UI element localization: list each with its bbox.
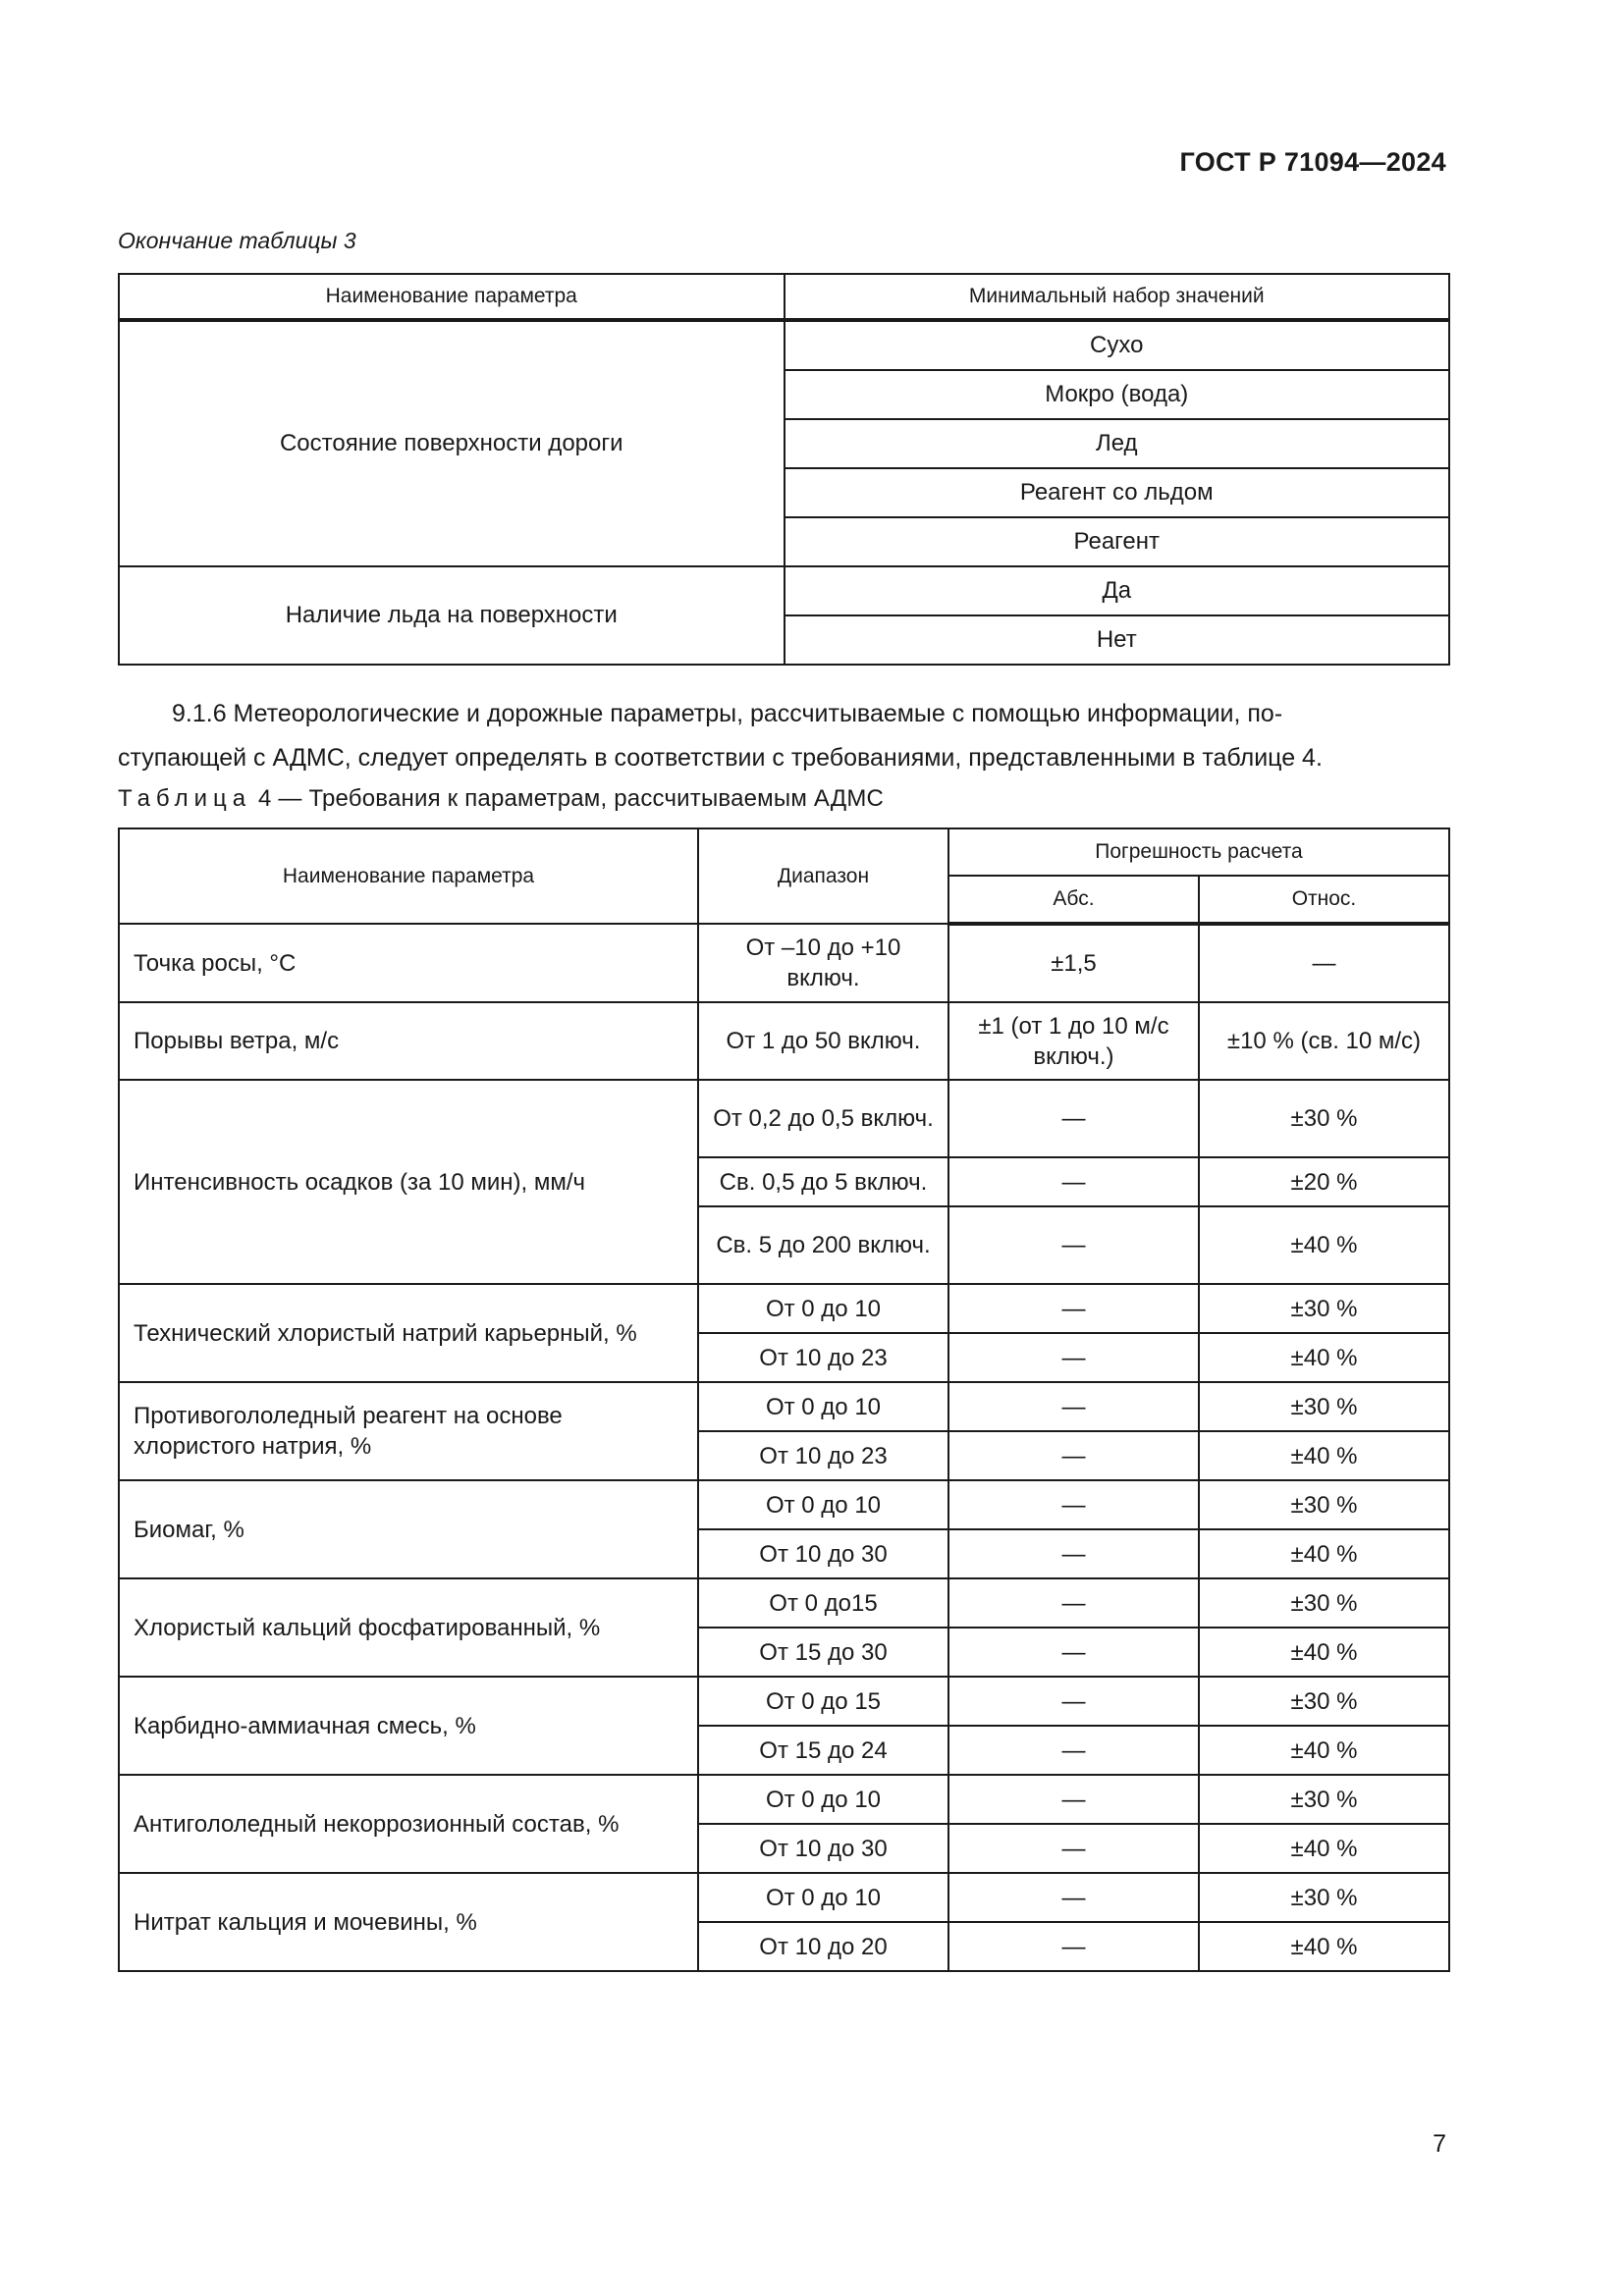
table4-rel-error: ±40 %	[1199, 1206, 1449, 1284]
table4-header-abs: Абс.	[948, 876, 1199, 924]
table-row	[119, 1775, 1449, 1824]
table3-caption: Окончание таблицы 3	[118, 228, 356, 253]
table4-abs-error: —	[948, 1578, 1199, 1628]
table4-param-name: Биомаг, %	[119, 1480, 698, 1578]
table3-body	[119, 320, 1449, 665]
table4-param-name: Противогололедный реагент на основе хлористого натрия, %	[119, 1382, 698, 1480]
table-row	[119, 1873, 1449, 1922]
table4-abs-error: —	[948, 1677, 1199, 1726]
table4-abs-error: —	[948, 1284, 1199, 1333]
table3-param-name: Наличие льда на поверхности	[119, 566, 785, 665]
table4-range: От 0 до 10	[698, 1480, 948, 1529]
table4-param-name: Точка росы, °C	[119, 924, 698, 1002]
table3-header-name: Наименование параметра	[119, 274, 785, 320]
table4-rel-error: ±40 %	[1199, 1824, 1449, 1873]
table4-caption-title: 4 — Требования к параметрам, рассчитываемым АДМС	[257, 785, 885, 812]
table4-header-error: Погрешность расчета	[948, 828, 1449, 876]
table4-rel-error: ±30 %	[1199, 1677, 1449, 1726]
table4-abs-error: —	[948, 1157, 1199, 1206]
table4-rel-error: ±30 %	[1199, 1284, 1449, 1333]
table4-abs-error: ±1 (от 1 до 10 м/с включ.)	[948, 1002, 1199, 1080]
table4-abs-error: —	[948, 1480, 1199, 1529]
table3-value: Да	[785, 566, 1450, 615]
table3-value: Лед	[785, 419, 1450, 468]
table4-param-name: Нитрат кальция и мочевины, %	[119, 1873, 698, 1971]
table4-rel-error: ±40 %	[1199, 1529, 1449, 1578]
table4-range: От 0 до15	[698, 1578, 948, 1628]
table4-rel-error: ±40 %	[1199, 1333, 1449, 1382]
table-row	[119, 1480, 1449, 1529]
table-row	[119, 320, 1449, 370]
table4-rel-error: ±20 %	[1199, 1157, 1449, 1206]
table4-range: От 0,2 до 0,5 включ.	[698, 1080, 948, 1157]
table4-rel-error: ±40 %	[1199, 1628, 1449, 1677]
table4-range: От 0 до 10	[698, 1873, 948, 1922]
table4-caption	[118, 785, 884, 813]
table4-rel-error: ±30 %	[1199, 1775, 1449, 1824]
table4-rel-error: ±10 % (св. 10 м/с)	[1199, 1002, 1449, 1080]
table4-abs-error: —	[948, 1431, 1199, 1480]
table4-range: От 10 до 20	[698, 1922, 948, 1971]
table4-param-name: Хлористый кальций фосфатированный, %	[119, 1578, 698, 1677]
table4-rel-error: ±30 %	[1199, 1480, 1449, 1529]
table4-rel-error: ±30 %	[1199, 1382, 1449, 1431]
table4-param-name: Технический хлористый натрий карьерный, %	[119, 1284, 698, 1382]
paragraph-9-1-6	[118, 692, 1450, 780]
table4-header-range: Диапазон	[698, 828, 948, 924]
table4-range: Св. 5 до 200 включ.	[698, 1206, 948, 1284]
table-3	[118, 273, 1450, 666]
table4-abs-error: —	[948, 1775, 1199, 1824]
table4-body	[119, 924, 1449, 1971]
table3-value: Реагент со льдом	[785, 468, 1450, 517]
table-row	[119, 566, 1449, 615]
table-row	[119, 1002, 1449, 1080]
table-row	[119, 1382, 1449, 1431]
paragraph-line-2: ступающей с АДМС, следует определять в соответствии с требованиями, представленными в таблице 4.	[118, 744, 1323, 772]
table4-range: От 10 до 30	[698, 1824, 948, 1873]
table3-value: Нет	[785, 615, 1450, 665]
table-row	[119, 1284, 1449, 1333]
table-4	[118, 828, 1450, 1972]
table4-param-name: Интенсивность осадков (за 10 мин), мм/ч	[119, 1080, 698, 1284]
table4-rel-error: ±40 %	[1199, 1431, 1449, 1480]
table-row	[119, 1578, 1449, 1628]
page-number: 7	[1433, 2130, 1446, 2158]
table-row	[119, 1080, 1449, 1157]
table-row	[119, 924, 1449, 1002]
table4-rel-error: ±30 %	[1199, 1873, 1449, 1922]
table4-range: От 15 до 30	[698, 1628, 948, 1677]
table4-range: От 15 до 24	[698, 1726, 948, 1775]
table3-header-values: Минимальный набор значений	[785, 274, 1450, 320]
table3-value: Реагент	[785, 517, 1450, 566]
table4-abs-error: —	[948, 1824, 1199, 1873]
table4-rel-error: ±30 %	[1199, 1080, 1449, 1157]
table4-abs-error: —	[948, 1080, 1199, 1157]
table4-rel-error: ±40 %	[1199, 1922, 1449, 1971]
table4-range: От 10 до 30	[698, 1529, 948, 1578]
table4-abs-error: —	[948, 1628, 1199, 1677]
table4-abs-error: —	[948, 1382, 1199, 1431]
table4-abs-error: —	[948, 1333, 1199, 1382]
table3-value: Сухо	[785, 320, 1450, 370]
table4-range: От 1 до 50 включ.	[698, 1002, 948, 1080]
table4-rel-error: ±40 %	[1199, 1726, 1449, 1775]
table4-range: От 10 до 23	[698, 1333, 948, 1382]
table4-range: От 0 до 10	[698, 1284, 948, 1333]
table4-range: От 10 до 23	[698, 1431, 948, 1480]
table4-abs-error: —	[948, 1206, 1199, 1284]
table4-range: От 0 до 15	[698, 1677, 948, 1726]
table4-param-name: Карбидно-аммиачная смесь, %	[119, 1677, 698, 1775]
table4-abs-error: —	[948, 1873, 1199, 1922]
paragraph-line-1: 9.1.6 Метеорологические и дорожные параметры, рассчитываемые с помощью информации, по-	[172, 700, 1283, 727]
table4-range: От 0 до 10	[698, 1382, 948, 1431]
table4-range: От –10 до +10 включ.	[698, 924, 948, 1002]
table4-abs-error: —	[948, 1922, 1199, 1971]
table4-range: Св. 0,5 до 5 включ.	[698, 1157, 948, 1206]
table-row	[119, 1677, 1449, 1726]
table4-abs-error: ±1,5	[948, 924, 1199, 1002]
table4-range: От 0 до 10	[698, 1775, 948, 1824]
table3-value: Мокро (вода)	[785, 370, 1450, 419]
table4-param-name: Порывы ветра, м/с	[119, 1002, 698, 1080]
table4-abs-error: —	[948, 1726, 1199, 1775]
table4-rel-error: —	[1199, 924, 1449, 1002]
table3-param-name: Состояние поверхности дороги	[119, 320, 785, 566]
document-id: ГОСТ Р 71094—2024	[1179, 147, 1446, 177]
table4-header-rel: Относ.	[1199, 876, 1449, 924]
table4-abs-error: —	[948, 1529, 1199, 1578]
table4-caption-word: Таблица	[118, 785, 252, 812]
table4-rel-error: ±30 %	[1199, 1578, 1449, 1628]
table4-header-name: Наименование параметра	[119, 828, 698, 924]
table4-param-name: Антигололедный некоррозионный состав, %	[119, 1775, 698, 1873]
